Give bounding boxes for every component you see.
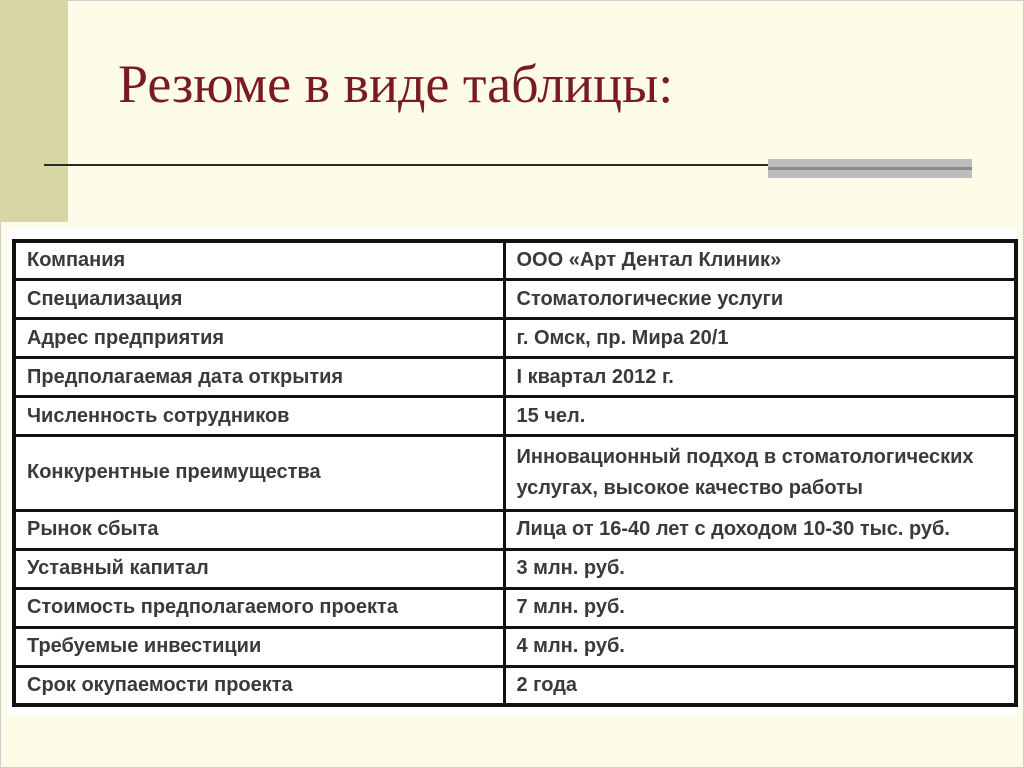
- row-value: Стоматологические услуги: [504, 280, 1016, 319]
- row-value: 2 года: [504, 666, 1016, 705]
- row-label: Рынок сбыта: [14, 510, 504, 549]
- row-value: Лица от 16-40 лет с доходом 10-30 тыс. руб.: [504, 510, 1016, 549]
- row-value: 4 млн. руб.: [504, 627, 1016, 666]
- table-row: [14, 588, 1016, 627]
- table-row: [14, 241, 1016, 280]
- table-row: [14, 358, 1016, 397]
- row-value: Инновационный подход в стоматологических услугах, высокое качество работы: [504, 436, 1016, 511]
- row-value: 15 чел.: [504, 397, 1016, 436]
- slide-title: Резюме в виде таблицы:: [118, 54, 674, 114]
- row-label: Уставный капитал: [14, 549, 504, 588]
- table-row: [14, 319, 1016, 358]
- table-row: [14, 510, 1016, 549]
- row-value: г. Омск, пр. Мира 20/1: [504, 319, 1016, 358]
- row-label: Предполагаемая дата открытия: [14, 358, 504, 397]
- row-label: Требуемые инвестиции: [14, 627, 504, 666]
- row-value: 3 млн. руб.: [504, 549, 1016, 588]
- row-label: Конкурентные преимущества: [14, 436, 504, 511]
- table-row: [14, 549, 1016, 588]
- row-value: I квартал 2012 г.: [504, 358, 1016, 397]
- table-row: [14, 280, 1016, 319]
- table-row: [14, 436, 1016, 511]
- table-row: [14, 397, 1016, 436]
- row-label: Численность сотрудников: [14, 397, 504, 436]
- row-value: ООО «Арт Дентал Клиник»: [504, 241, 1016, 280]
- table-row: [14, 666, 1016, 705]
- table-row: [14, 627, 1016, 666]
- summary-table: [12, 239, 1018, 707]
- row-label: Срок окупаемости проекта: [14, 666, 504, 705]
- decorative-side-band: [0, 0, 68, 222]
- row-value: 7 млн. руб.: [504, 588, 1016, 627]
- row-label: Стоимость предполагаемого проекта: [14, 588, 504, 627]
- row-label: Специализация: [14, 280, 504, 319]
- row-label: Адрес предприятия: [14, 319, 504, 358]
- row-label: Компания: [14, 241, 504, 280]
- title-divider-accent-line: [768, 167, 972, 170]
